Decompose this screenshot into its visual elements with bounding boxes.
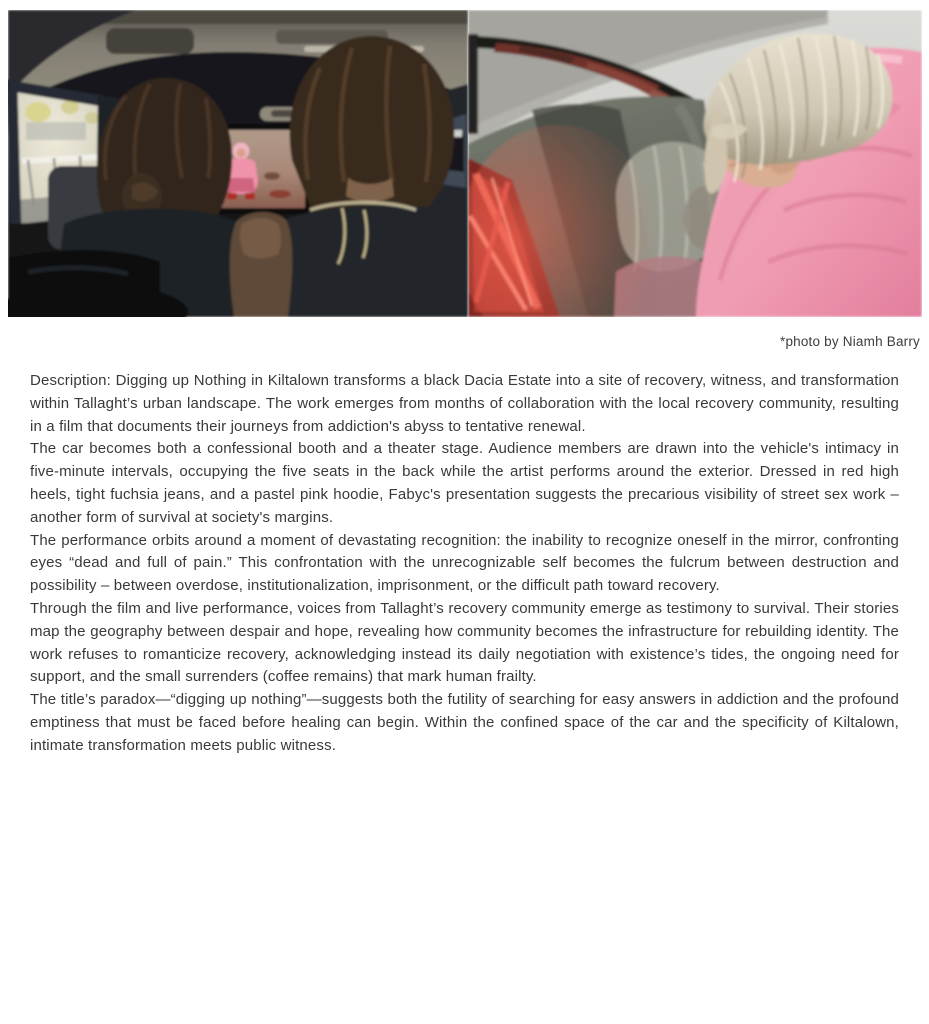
description-paragraph-1: Description: Digging up Nothing in Kiltalown transforms a black Dacia Estate into a site of recovery, witness, and transformation within Tallaght’s urban landscape. The work emerges from months of collaboration with the local recovery community, resulting in a film that documents their journeys from addiction's abyss to tentative renewal. <box>30 372 899 435</box>
description-paragraph-5: The title’s paradox—“digging up nothing”—suggests both the futility of searching for easy answers in addiction and the profound emptiness that must be faced before healing can begin. Within the confined space of the car and the specificity of Kiltalown, intimate transformation meets public witness. <box>30 691 899 754</box>
description-paragraph-3: The performance orbits around a moment of devastating recognition: the inability to recognize oneself in the mirror, confronting eyes “dead and full of pain.” This confrontation with the unrecognizable self becomes the fulcrum between destruction and possibility – between overdose, institutionalization, imprisonment, or the difficult path toward recovery. <box>30 531 899 595</box>
car-interior-illustration <box>8 10 468 317</box>
description-text <box>30 370 899 758</box>
photo-car-interior-audience <box>8 10 468 317</box>
artist-window-illustration <box>468 10 922 317</box>
photo-artist-at-car-window <box>468 10 922 317</box>
description-paragraph-2: The car becomes both a confessional booth and a theater stage. Audience members are drawn into the vehicle's intimacy in five-minute intervals, occupying the five seats in the back while the artist performs around the exterior. Dressed in red high heels, tight fuchsia jeans, and a pastel pink hoodie, Fabyc's presentation suggests the precarious visibility of street sex work – another form of survival at society's margins. <box>30 440 899 526</box>
photo-row <box>8 10 922 317</box>
photo-credit-caption: *photo by Niamh Barry <box>779 334 920 349</box>
description-paragraph-4: Through the film and live performance, voices from Tallaght’s recovery community emerge as testimony to survival. Their stories map the geography between despair and hope, revealing how community becomes the infrastructure for rebuilding identity. The work refuses to romanticize recovery, acknowledging instead its daily negotiation with existence’s tides, the ongoing need for support, and the small surrenders (coffee remains) that mark human frailty. <box>30 599 899 686</box>
